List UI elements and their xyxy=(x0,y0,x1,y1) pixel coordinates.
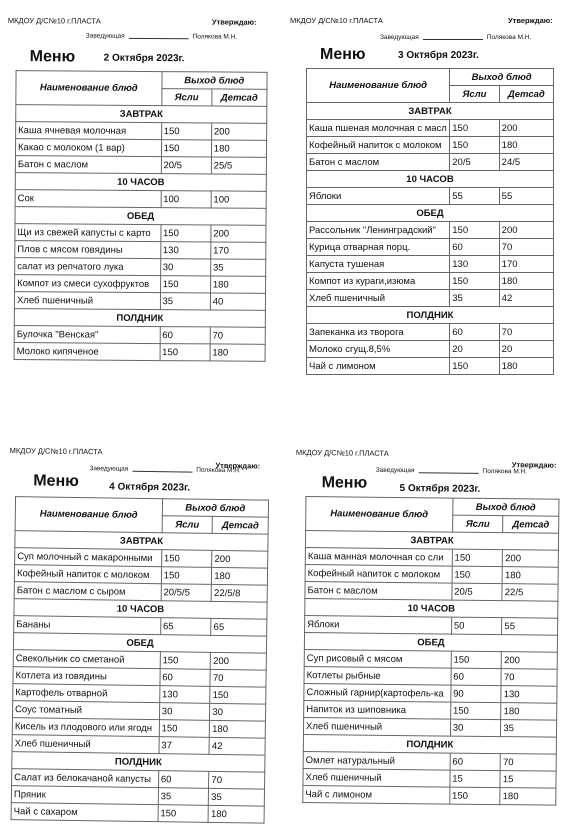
kindergarten-portion: 200 xyxy=(502,652,558,670)
kindergarten-portion: 40 xyxy=(210,293,265,310)
column-header-kindergarten: Детсад xyxy=(212,516,268,534)
column-header-dish: Наименование блюд xyxy=(307,69,450,103)
head-signature xyxy=(86,33,237,41)
nursery-portion: 60 xyxy=(160,669,211,687)
dish-name: Котлета из говядины xyxy=(13,667,160,686)
kindergarten-portion: 15 xyxy=(500,771,556,789)
kindergarten-portion: 180 xyxy=(210,720,266,738)
nursery-portion: 50 xyxy=(451,617,502,635)
kindergarten-portion: 180 xyxy=(211,140,266,157)
table-row xyxy=(307,154,554,171)
column-header-output: Выход блюд xyxy=(450,69,554,86)
kindergarten-portion: 200 xyxy=(499,222,553,239)
column-header-kindergarten: Детсад xyxy=(503,516,559,534)
dish-name: Хлеб пшеничный xyxy=(303,769,450,788)
column-header-nursery: Ясли xyxy=(452,515,503,533)
kindergarten-portion: 20 xyxy=(499,341,553,358)
nursery-portion: 15 xyxy=(450,770,501,788)
nursery-portion: 150 xyxy=(452,566,503,584)
kindergarten-portion: 42 xyxy=(499,290,553,307)
menu-page-2 xyxy=(290,10,564,372)
kindergarten-portion: 200 xyxy=(499,120,553,137)
section-title: 10 ЧАСОВ xyxy=(305,599,558,619)
nursery-portion: 150 xyxy=(450,120,499,137)
column-header-nursery: Ясли xyxy=(162,516,213,534)
menu-title: Меню xyxy=(33,472,79,491)
section-title: ПОЛДНИК xyxy=(303,735,556,755)
menu-page-3 xyxy=(1,430,276,820)
nursery-portion: 60 xyxy=(158,771,209,789)
dish-name: Какао с молоком (1 вар) xyxy=(15,139,161,157)
section-title: ОБЕД xyxy=(13,633,266,654)
kindergarten-portion: 180 xyxy=(501,703,557,721)
dish-name: Напиток из шиповника xyxy=(304,701,451,720)
menu-date: 2 Октября 2023г. xyxy=(103,52,185,65)
dish-name: Хлеб пшеничный xyxy=(307,290,450,307)
dish-name: Батон с маслом xyxy=(15,156,161,174)
dish-name: Бананы xyxy=(14,616,161,635)
dish-name: Чай с сахаром xyxy=(11,803,158,822)
head-label: Заведующая xyxy=(85,32,125,40)
section-row xyxy=(16,105,267,124)
dish-name: Пряник xyxy=(11,786,158,805)
head-name: Полякова М.Н. xyxy=(482,467,528,476)
column-header-output: Выход блюд xyxy=(162,72,268,90)
table-row xyxy=(307,324,554,341)
dish-name: Запеканка из творога xyxy=(307,324,450,341)
section-row xyxy=(307,307,554,324)
dish-name: Каша манная молочная со сли xyxy=(305,548,452,567)
dish-name: Кисель из плодового или ягодн xyxy=(12,718,159,737)
nursery-portion: 150 xyxy=(161,550,212,568)
kindergarten-portion: 70 xyxy=(499,239,553,256)
column-header-kindergarten: Детсад xyxy=(499,86,553,103)
dish-name: Хлеб пшеничный xyxy=(12,735,159,754)
table-header-row xyxy=(306,497,559,517)
nursery-portion: 60 xyxy=(451,668,502,686)
dish-name: Сложный гарнир(картофель-ка xyxy=(304,684,451,703)
kindergarten-portion: 150 xyxy=(210,686,266,704)
kindergarten-portion: 24/5 xyxy=(499,154,553,171)
signature-line xyxy=(132,471,192,473)
nursery-portion: 150 xyxy=(161,567,212,585)
approve-label: Утверждаю: xyxy=(215,460,261,471)
table-row xyxy=(15,156,266,175)
kindergarten-portion: 180 xyxy=(499,273,553,290)
dish-name: Булочка "Венская" xyxy=(14,326,160,344)
menu-page-1 xyxy=(4,10,276,359)
nursery-portion: 20 xyxy=(450,341,499,358)
dish-name: Яблоки xyxy=(305,616,452,635)
kindergarten-portion: 35 xyxy=(501,720,557,738)
nursery-portion: 150 xyxy=(450,358,499,375)
nursery-portion: 20/5 xyxy=(450,154,499,171)
dish-name: Суп молочный с макаронными xyxy=(15,548,162,567)
menu-table xyxy=(11,496,269,824)
table-row xyxy=(307,256,554,273)
head-label: Заведующая xyxy=(89,465,129,473)
kindergarten-portion: 180 xyxy=(210,276,265,293)
table-row xyxy=(15,139,266,158)
table-row xyxy=(307,120,554,137)
kindergarten-portion: 55 xyxy=(502,618,558,636)
nursery-portion: 37 xyxy=(159,737,210,755)
table-row xyxy=(307,222,554,239)
dish-name: Картофель отварной xyxy=(13,684,160,703)
kindergarten-portion: 200 xyxy=(211,123,266,140)
dish-name: Кофейный напиток с молоком xyxy=(307,137,450,154)
section-row xyxy=(307,171,554,188)
head-signature xyxy=(376,467,527,476)
kindergarten-portion: 25/5 xyxy=(211,157,266,174)
section-title: ЗАВТРАК xyxy=(16,105,267,124)
org-name: МКДОУ Д/С№10 г.ПЛАСТА xyxy=(9,446,103,457)
menu-date: 4 Октября 2023г. xyxy=(109,481,191,494)
dish-name: Батон с маслом с сыром xyxy=(14,582,161,601)
nursery-portion: 20/5/5 xyxy=(161,584,212,602)
kindergarten-portion: 70 xyxy=(500,754,556,772)
nursery-portion: 150 xyxy=(449,787,500,805)
dish-name: Сок xyxy=(15,190,161,208)
section-title: 10 ЧАСОВ xyxy=(15,173,266,192)
nursery-portion: 150 xyxy=(452,549,503,567)
kindergarten-portion: 42 xyxy=(209,737,265,755)
dish-name: Плов с мясом говядины xyxy=(15,241,161,259)
table-row xyxy=(307,341,554,358)
nursery-portion: 150 xyxy=(159,720,210,738)
kindergarten-portion: 200 xyxy=(212,550,268,568)
column-header-output: Выход блюд xyxy=(162,499,268,517)
column-header-nursery: Ясли xyxy=(161,89,211,106)
kindergarten-portion: 170 xyxy=(211,242,266,259)
kindergarten-portion: 22/5 xyxy=(502,584,558,602)
column-header-dish: Наименование блюд xyxy=(16,71,162,106)
section-title: ПОЛДНИК xyxy=(14,309,265,328)
kindergarten-portion: 30 xyxy=(210,703,266,721)
kindergarten-portion: 200 xyxy=(503,550,559,568)
nursery-portion: 150 xyxy=(160,344,210,361)
table-row xyxy=(15,258,266,277)
dish-name: Свекольник со сметаной xyxy=(13,650,160,669)
dish-name: Омлет натуральный xyxy=(303,752,450,771)
head-name: Полякова М.Н. xyxy=(192,33,238,41)
approve-label: Утверждаю: xyxy=(508,16,553,25)
section-title: ЗАВТРАК xyxy=(15,531,268,552)
nursery-portion: 150 xyxy=(450,222,499,239)
section-title: ЗАВТРАК xyxy=(305,531,558,551)
section-title: 10 ЧАСОВ xyxy=(307,171,554,188)
dish-name: Чай с лимоном xyxy=(303,786,450,805)
table-row xyxy=(307,239,554,256)
section-title: ЗАВТРАК xyxy=(307,103,554,120)
kindergarten-portion: 35 xyxy=(209,788,265,806)
table-row xyxy=(307,358,554,375)
nursery-portion: 60 xyxy=(450,239,499,256)
menu-title: Меню xyxy=(321,474,368,492)
table-row xyxy=(303,786,556,806)
dish-name: Молоко кипяченое xyxy=(14,343,160,361)
table-row xyxy=(307,273,554,290)
approve-label: Утверждаю: xyxy=(511,460,557,470)
kindergarten-portion: 22/5/8 xyxy=(211,584,267,602)
nursery-portion: 130 xyxy=(160,242,210,259)
column-header-nursery: Ясли xyxy=(450,86,499,103)
nursery-portion: 30 xyxy=(450,719,501,737)
nursery-portion: 150 xyxy=(161,140,211,157)
table-header-row xyxy=(16,71,267,90)
org-name: МКДОУ Д/С№10 г.ПЛАСТА xyxy=(290,16,383,25)
signature-line xyxy=(419,472,479,474)
column-header-dish: Наименование блюд xyxy=(15,497,162,533)
kindergarten-portion: 70 xyxy=(209,771,265,789)
nursery-portion: 30 xyxy=(159,703,210,721)
head-name: Полякова М.Н. xyxy=(196,466,241,475)
dish-name: Салат из белокачаной капусты xyxy=(12,769,159,788)
nursery-portion: 55 xyxy=(450,188,499,205)
nursery-portion: 20/5 xyxy=(452,583,503,601)
column-header-dish: Наименование блюд xyxy=(306,497,453,533)
dish-name: Молоко сгущ.8,5% xyxy=(307,341,450,358)
nursery-portion: 150 xyxy=(161,123,211,140)
kindergarten-portion: 200 xyxy=(211,652,267,670)
table-row xyxy=(16,122,267,141)
dish-name: Хлеб пшеничный xyxy=(303,718,450,737)
section-row xyxy=(307,103,554,120)
table-row xyxy=(14,326,265,345)
kindergarten-portion: 65 xyxy=(211,618,267,636)
menu-date: 3 Октября 2023г. xyxy=(398,50,479,61)
kindergarten-portion: 180 xyxy=(499,137,553,154)
head-label: Заведующая xyxy=(380,34,419,41)
dish-name: Суп рисовый с мясом xyxy=(304,650,451,669)
table-row xyxy=(15,224,266,243)
column-header-output: Выход блюд xyxy=(453,498,559,516)
dish-name: Яблоки xyxy=(307,188,450,205)
table-row xyxy=(15,275,266,294)
approve-label: Утверждаю: xyxy=(211,17,257,27)
menu-table xyxy=(306,68,554,375)
dish-name: Кофейный напиток с молоком xyxy=(305,565,452,584)
nursery-portion: 150 xyxy=(160,225,210,242)
dish-name: салат из репчатого лука xyxy=(15,258,161,276)
section-title: ОБЕД xyxy=(307,205,554,222)
section-row xyxy=(15,207,266,226)
nursery-portion: 150 xyxy=(450,273,499,290)
menu-table xyxy=(14,70,268,362)
table-row xyxy=(307,188,554,205)
kindergarten-portion: 35 xyxy=(210,259,265,276)
org-name: МКДОУ Д/С№10 г.ПЛАСТА xyxy=(7,16,101,26)
kindergarten-portion: 180 xyxy=(500,788,556,806)
nursery-portion: 20/5 xyxy=(161,157,211,174)
nursery-portion: 100 xyxy=(161,191,211,208)
nursery-portion: 130 xyxy=(450,256,499,273)
table-header-row xyxy=(15,497,268,518)
section-title: 10 ЧАСОВ xyxy=(14,599,267,620)
kindergarten-portion: 70 xyxy=(210,669,266,687)
nursery-portion: 35 xyxy=(160,293,210,310)
dish-name: Хлеб пшеничный xyxy=(14,292,160,310)
table-row xyxy=(15,190,266,209)
dish-name: Кофейный напиток с молоком xyxy=(14,565,161,584)
kindergarten-portion: 130 xyxy=(501,686,557,704)
nursery-portion: 150 xyxy=(158,805,209,823)
dish-name: Капуста тушеная xyxy=(307,256,450,273)
column-header-kindergarten: Детсад xyxy=(212,89,267,106)
nursery-portion: 60 xyxy=(160,327,210,344)
table-header-row xyxy=(307,69,554,86)
section-row xyxy=(14,309,265,328)
section-title: ОБЕД xyxy=(304,633,557,653)
table-row xyxy=(15,241,266,260)
dish-name: Рассольник "Ленинградский" xyxy=(307,222,450,239)
dish-name: Компот из смеси сухофруктов xyxy=(15,275,161,293)
section-title: ПОЛДНИК xyxy=(12,752,265,773)
menu-page-4 xyxy=(295,446,564,809)
section-row xyxy=(307,205,554,222)
head-signature xyxy=(89,465,240,474)
org-name: МКДОУ Д/С№10 г.ПЛАСТА xyxy=(295,447,389,458)
table-row xyxy=(307,290,554,307)
dish-name: Чай с лимоном xyxy=(307,358,450,375)
kindergarten-portion: 70 xyxy=(210,327,265,344)
kindergarten-portion: 55 xyxy=(499,188,553,205)
nursery-portion: 30 xyxy=(160,259,210,276)
section-title: ПОЛДНИК xyxy=(307,307,554,324)
nursery-portion: 65 xyxy=(160,618,211,636)
nursery-portion: 60 xyxy=(450,324,499,341)
kindergarten-portion: 180 xyxy=(210,344,265,361)
table-row xyxy=(14,292,265,311)
kindergarten-portion: 180 xyxy=(212,567,268,585)
nursery-portion: 150 xyxy=(451,651,502,669)
nursery-portion: 35 xyxy=(450,290,499,307)
nursery-portion: 60 xyxy=(450,753,501,771)
dish-name: Каша ячневая молочная xyxy=(16,122,162,140)
nursery-portion: 90 xyxy=(451,685,502,703)
kindergarten-portion: 200 xyxy=(211,225,266,242)
dish-name: Компот из кураги,изюма xyxy=(307,273,450,290)
nursery-portion: 150 xyxy=(160,652,211,670)
kindergarten-portion: 70 xyxy=(499,324,553,341)
kindergarten-portion: 100 xyxy=(211,191,266,208)
nursery-portion: 150 xyxy=(450,137,499,154)
dish-name: Соус томатный xyxy=(12,701,159,720)
signature-line xyxy=(129,38,189,39)
section-row xyxy=(15,173,266,192)
signature-line xyxy=(423,39,483,40)
kindergarten-portion: 170 xyxy=(499,256,553,273)
dish-name: Батон с маслом xyxy=(305,582,452,601)
menu-date: 5 Октября 2023г. xyxy=(399,483,481,495)
dish-name: Батон с маслом xyxy=(307,154,450,171)
table-row xyxy=(307,137,554,154)
kindergarten-portion: 180 xyxy=(502,567,558,585)
head-label: Заведующая xyxy=(375,466,415,475)
nursery-portion: 35 xyxy=(158,788,209,806)
kindergarten-portion: 180 xyxy=(208,805,264,823)
table-row xyxy=(14,343,265,362)
head-name: Полякова М.Н. xyxy=(486,34,532,41)
kindergarten-portion: 70 xyxy=(501,669,557,687)
menu-title: Меню xyxy=(29,48,76,66)
section-title: ОБЕД xyxy=(15,207,266,226)
nursery-portion: 130 xyxy=(159,686,210,704)
dish-name: Щи из свежей капусты с карто xyxy=(15,224,161,242)
dish-name: Котлеты рыбные xyxy=(304,667,451,686)
menu-title: Меню xyxy=(320,46,366,63)
head-signature xyxy=(380,34,531,41)
menu-table xyxy=(302,496,559,806)
dish-name: Каша пшеная молочная с масл xyxy=(307,120,450,137)
dish-name: Курица отварная порц. xyxy=(307,239,450,256)
nursery-portion: 150 xyxy=(160,276,210,293)
nursery-portion: 150 xyxy=(450,702,501,720)
kindergarten-portion: 180 xyxy=(499,358,553,375)
